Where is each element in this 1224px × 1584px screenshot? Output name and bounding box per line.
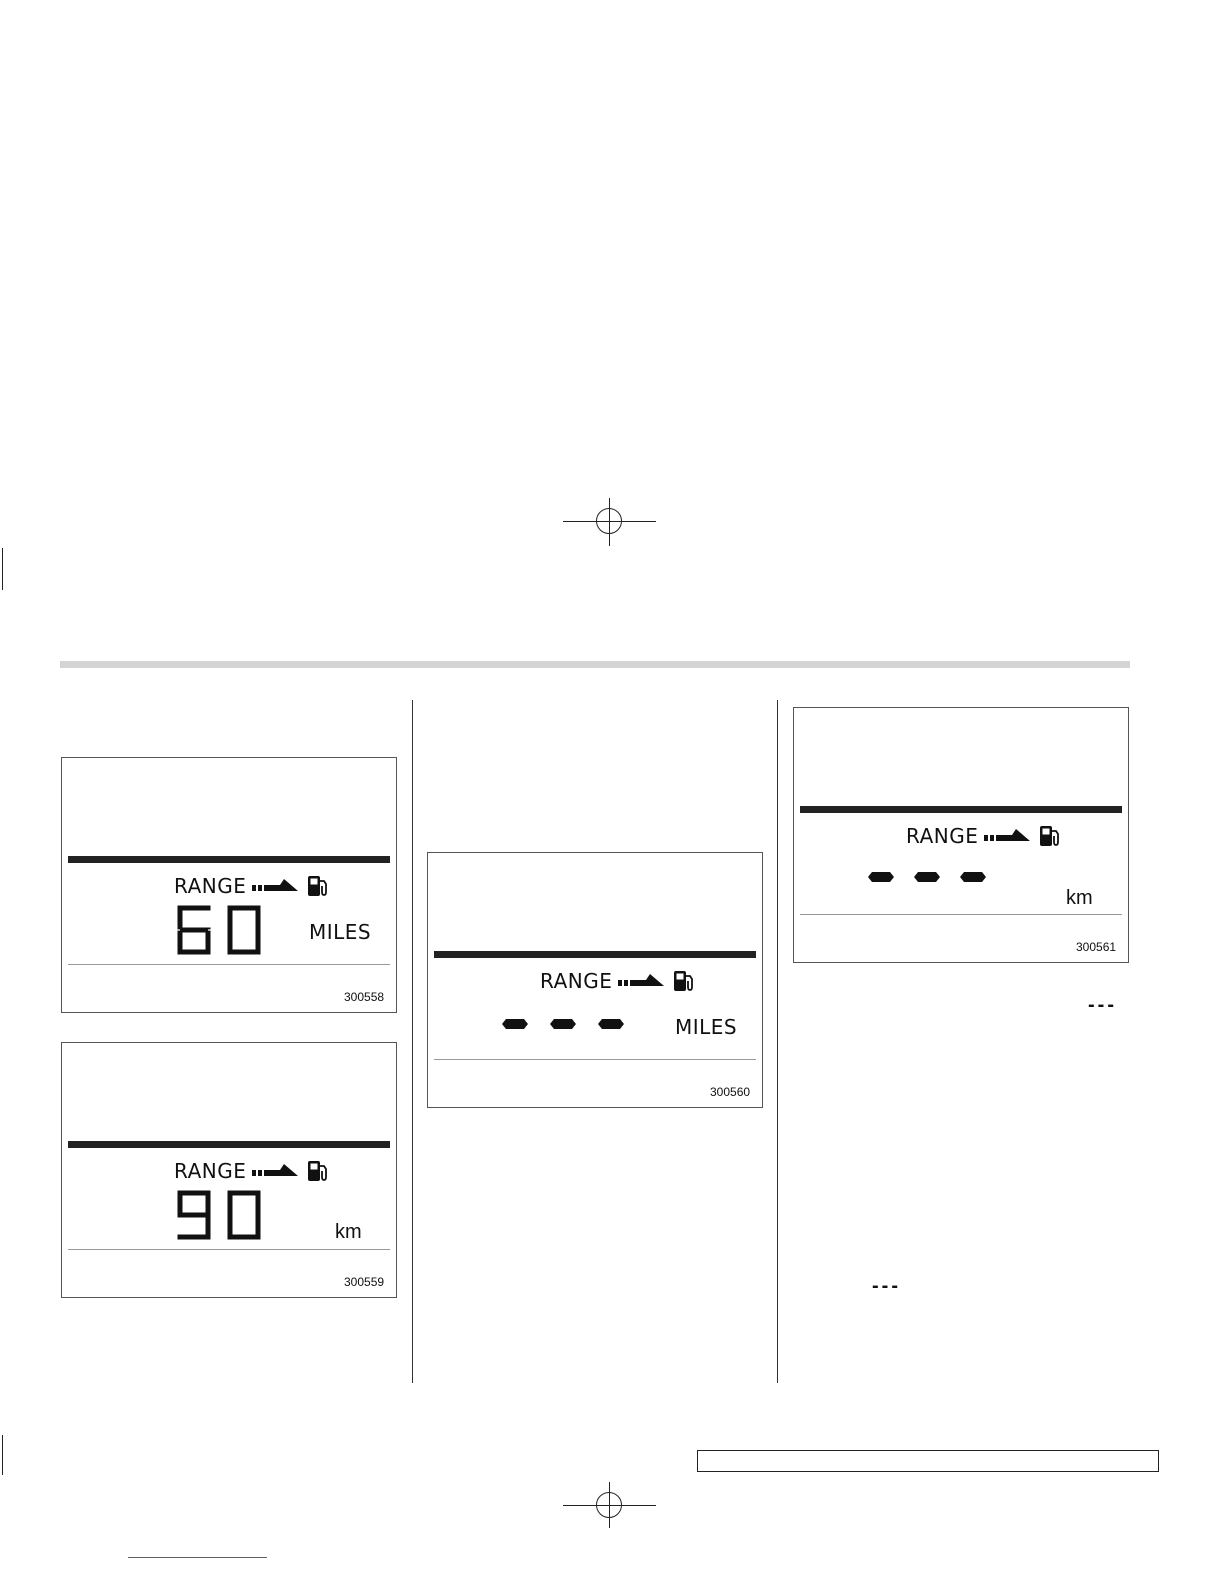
dotted-arrow-icon: [252, 1162, 300, 1180]
range-value-digits: [176, 1189, 262, 1241]
fuel-pump-icon: [306, 1159, 330, 1183]
display-divider: [68, 1249, 390, 1250]
display-bar: [68, 1141, 390, 1148]
display-bar: [434, 951, 756, 958]
inline-dash-symbol: ---: [872, 1275, 901, 1297]
unit-label: km: [335, 1221, 362, 1243]
range-label: RANGE: [174, 1159, 247, 1183]
lcd-dash: [598, 1019, 624, 1029]
lcd-dash: [868, 872, 894, 882]
range-figure-300559: [61, 1042, 397, 1298]
digit-9: [176, 1189, 212, 1241]
lcd-dash: [550, 1019, 576, 1029]
digit-0: [226, 1189, 262, 1241]
range-figure-300561: [793, 707, 1129, 963]
dotted-arrow-icon: [252, 877, 300, 895]
lcd-dash: [960, 872, 986, 882]
header-rule: [60, 661, 1130, 668]
range-label: RANGE: [906, 824, 979, 848]
range-value-dashes: [868, 872, 986, 882]
range-figure-300558: [61, 757, 397, 1013]
figure-code: 300559: [344, 1275, 385, 1289]
left-crop-mark-bottom: [2, 1435, 3, 1475]
unit-label: MILES: [675, 1015, 738, 1039]
display-divider: [800, 914, 1122, 915]
column-divider-2: [777, 700, 778, 1383]
digit-6: [176, 904, 212, 956]
range-label: RANGE: [540, 969, 613, 993]
figure-code: 300560: [710, 1085, 751, 1099]
lcd-dash: [502, 1019, 528, 1029]
figure-code: 300561: [1076, 940, 1117, 954]
dotted-arrow-icon: [618, 972, 666, 990]
unit-label: km: [1066, 887, 1093, 909]
footer-box: [697, 1450, 1159, 1472]
digit-0: [226, 904, 262, 956]
fuel-pump-icon: [1038, 824, 1062, 848]
display-bar: [800, 806, 1122, 813]
link-underline[interactable]: [128, 1557, 267, 1558]
left-crop-mark-top: [2, 548, 3, 590]
column-divider-1: [412, 700, 413, 1383]
range-label: RANGE: [174, 874, 247, 898]
range-value-dashes: [502, 1019, 624, 1029]
inline-dash-symbol: ---: [1088, 994, 1117, 1016]
unit-label: MILES: [309, 920, 372, 944]
lcd-dash: [914, 872, 940, 882]
figure-code: 300558: [344, 990, 385, 1004]
range-value-digits: [176, 904, 262, 956]
display-divider: [434, 1059, 756, 1060]
range-figure-300560: [427, 852, 763, 1108]
fuel-pump-icon: [672, 969, 696, 993]
display-bar: [68, 856, 390, 863]
fuel-pump-icon: [306, 874, 330, 898]
display-divider: [68, 964, 390, 965]
dotted-arrow-icon: [984, 827, 1032, 845]
